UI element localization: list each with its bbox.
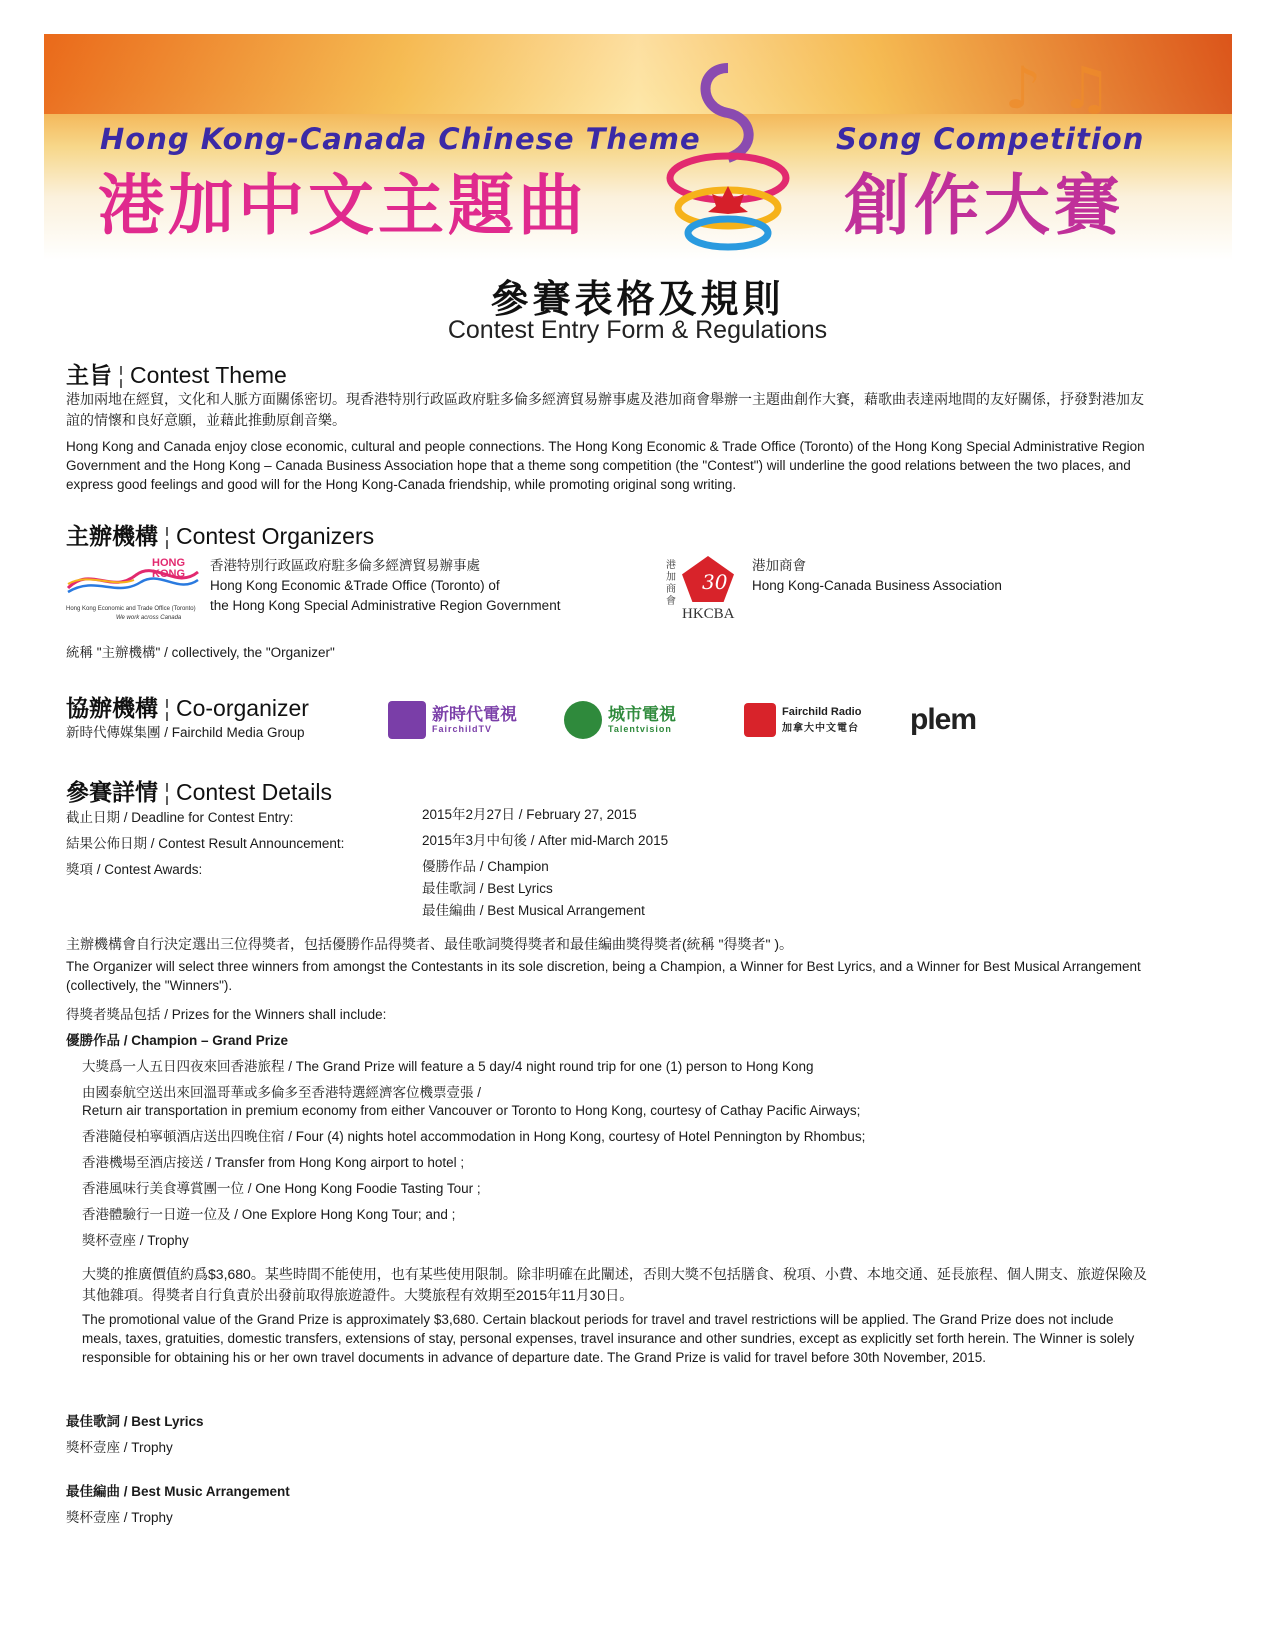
competition-logo-icon <box>658 58 798 258</box>
details-heading <box>66 774 332 807</box>
hketo-logo-caption: Hong Kong Economic and Trade Office (Toronto) <box>66 606 196 612</box>
champion-item: 香港體驗行一日遊一位及 / One Explore Hong Kong Tour; and ; <box>82 1207 456 1222</box>
fairchild-tv-icon <box>388 701 426 739</box>
fairchild-tv-name: 新時代電視 <box>432 705 517 724</box>
award-champion: 優勝作品 / Champion <box>422 859 549 874</box>
talentvision-logo <box>564 698 676 742</box>
talentvision-name: 城市電視 <box>608 705 676 724</box>
fairchild-radio-icon <box>744 703 776 737</box>
organizer-hketo <box>210 556 560 616</box>
banner-title-zh-right: 創作大賽 <box>844 167 1124 244</box>
best-arrangement-prize: 獎杯壹座 / Trophy <box>66 1510 173 1525</box>
champion-item: Return air transportation in premium economy from either Vancouver or Toronto to Hong Kong, courtesy of Cathay Pacific Airways; <box>82 1103 861 1118</box>
organizer-hketo-en-line1: Hong Kong Economic &Trade Office (Toronto) of <box>210 578 500 593</box>
best-arrangement-heading: 最佳編曲 / Best Music Arrangement <box>66 1484 290 1499</box>
page-title-en: Contest Entry Form & Regulations <box>447 316 828 344</box>
coorganizer-heading-zh: 協辦機構 <box>66 695 158 721</box>
champion-heading: 優勝作品 / Champion – Grand Prize <box>66 1033 289 1048</box>
heading-separator: ¦ <box>164 779 170 805</box>
hketo-logo-text: HONG KONG <box>152 557 185 580</box>
best-lyrics-prize: 獎杯壹座 / Trophy <box>66 1440 173 1455</box>
deadline-label: 截止日期 / Deadline for Contest Entry: <box>66 810 294 825</box>
banner-title-en-left: Hong Kong-Canada Chinese Theme <box>100 122 701 156</box>
fairchild-radio-logo <box>744 698 861 742</box>
heading-separator: ¦ <box>164 695 170 721</box>
organizer-hkcba <box>752 556 1002 596</box>
talentvision-icon <box>564 701 602 739</box>
awards-label: 獎項 / Contest Awards: <box>66 862 203 877</box>
announcement-value: 2015年3月中旬後 / After mid-March 2015 <box>422 833 669 848</box>
fairchild-radio-name: Fairchild Radio <box>782 706 862 718</box>
theme-heading <box>66 357 287 390</box>
award-best-lyrics: 最佳歌詞 / Best Lyrics <box>422 881 553 896</box>
organizer-collective-note: 統稱 "主辦機構" / collectively, the "Organizer" <box>66 645 335 660</box>
champion-item: 獎杯壹座 / Trophy <box>82 1233 189 1248</box>
grand-prize-value-zh: 大獎的推廣價值約爲$3,680。某些時間不能使用，也有某些使用限制。除非明確在此闡述，否則大獎不包括膳食、稅項、小費、本地交通、延長旅程、個人開支、旅遊保險及其他雜項。得獎者自行負責於出發前取得旅遊證件。大獎旅程有效期至2015年11月30日。 <box>82 1266 1147 1303</box>
organizer-hketo-zh: 香港特別行政區政府駐多倫多經濟貿易辦事處 <box>210 558 480 573</box>
details-heading-en: Contest Details <box>175 779 332 805</box>
hkcba-logo-vertical-text: 港加商會 <box>666 560 676 607</box>
fairchild-radio-sub: 加拿大中文電台 <box>782 723 859 734</box>
heading-separator: ¦ <box>164 523 170 549</box>
organizer-hkcba-zh: 港加商會 <box>752 558 806 573</box>
hkcba-anniversary: 30 <box>702 570 728 594</box>
organizers-heading <box>66 518 374 551</box>
champion-item: 大獎爲一人五日四夜來回香港旅程 / The Grand Prize will feature a 5 day/4 night round trip for one (1) person to Hong Kong <box>82 1059 814 1074</box>
theme-heading-en: Contest Theme <box>129 362 287 388</box>
page-title-zh: 參賽表格及規則 <box>490 279 785 321</box>
fairchild-tv-logo <box>388 698 517 742</box>
champion-item: 由國泰航空送出來回溫哥華或多倫多至香港特選經濟客位機票壹張 / <box>82 1085 482 1100</box>
organizers-heading-en: Contest Organizers <box>175 523 375 549</box>
heading-separator: ¦ <box>118 362 124 388</box>
hkcba-logo <box>664 556 742 626</box>
talentvision-sub: Talentvision <box>608 724 672 734</box>
hketo-logo-tagline: We work across Canada <box>116 615 182 621</box>
plem-logo <box>910 698 976 742</box>
header-banner <box>44 34 1232 260</box>
champion-item: 香港隨侵柏寧頓酒店送出四晚住宿 / Four (4) nights hotel accommodation in Hong Kong, courtesy of Hotel Pennington by Rhombus; <box>82 1129 866 1144</box>
grand-prize-value-en: The promotional value of the Grand Prize is approximately $3,680. Certain blackout periods for travel and travel restrictions will be applied. The Grand Prize does not include meals, taxes, gratuities, domestic transfers, extensions of stay, personal expenses, travel insurance and other sundries, except as explicitly set forth herein. The Winner is solely responsible for obtaining his or her own travel documents in advance of departure date. The Grand Prize is valid for travel before 30th November, 2015. <box>82 1312 1135 1365</box>
best-lyrics-heading: 最佳歌詞 / Best Lyrics <box>66 1414 204 1429</box>
award-best-arrangement: 最佳編曲 / Best Musical Arrangement <box>422 903 645 918</box>
hkcba-logo-text: HKCBA <box>682 606 735 622</box>
coorganizer-heading-en: Co-organizer <box>175 695 309 721</box>
champion-item: 香港機場至酒店接送 / Transfer from Hong Kong airport to hotel ; <box>82 1155 465 1170</box>
music-notes-icon: ♪ ♫ <box>1004 54 1112 122</box>
champion-item: 香港風味行美食導賞團一位 / One Hong Kong Foodie Tasting Tour ; <box>82 1181 481 1196</box>
coorganizer-name: 新時代傳媒集團 / Fairchild Media Group <box>66 725 305 740</box>
hketo-logo <box>66 557 200 624</box>
winners-zh: 主辦機構會自行決定選出三位得獎者，包括優勝作品得獎者、最佳歌詞獎得獎者和最佳編曲獎得獎者(統稱 "得獎者" )。 <box>66 936 794 952</box>
fairchild-tv-sub: FairchildTV <box>432 724 493 734</box>
banner-title-zh-left: 港加中文主題曲 <box>98 167 588 244</box>
theme-body-en: Hong Kong and Canada enjoy close economic, cultural and people connections. The Hong Kong Economic & Trade Office (Toronto) of the Hong Kong Special Administrative Region Government and the Hong Kong – Canada Business Association hope that a theme song competition (the "Contest") will underline the good relations between the two places, and express good feelings and good will for the Hong Kong-Canada friendship, while promoting original song writing. <box>66 439 1145 492</box>
winners-en: The Organizer will select three winners from amongst the Contestants in its sole discretion, being a Champion, a Winner for Best Lyrics, and a Winner for Best Musical Arrangement (collectively, the "Winners"). <box>66 959 1141 993</box>
organizer-hketo-en-line2: the Hong Kong Special Administrative Region Government <box>210 598 561 613</box>
deadline-value: 2015年2月27日 / February 27, 2015 <box>422 807 637 822</box>
coorganizer-heading <box>66 690 309 723</box>
banner-title-en-right: Song Competition <box>836 122 1145 156</box>
organizers-heading-zh: 主辦機構 <box>66 523 158 549</box>
theme-body-zh: 港加兩地在經貿，文化和人脈方面關係密切。現香港特別行政區政府駐多倫多經濟貿易辦事處及港加商會舉辦一主題曲創作大賽，藉歌曲表達兩地間的友好關係，抒發對港加友誼的情懷和良好意願，並藉此推動原創音樂。 <box>66 391 1144 428</box>
details-heading-zh: 參賽詳情 <box>66 779 158 805</box>
prizes-intro: 得獎者獎品包括 / Prizes for the Winners shall include: <box>66 1007 387 1022</box>
plem-name: plem <box>910 703 977 736</box>
announcement-label: 結果公佈日期 / Contest Result Announcement: <box>66 836 345 851</box>
organizer-hkcba-en: Hong Kong-Canada Business Association <box>752 578 1002 593</box>
theme-heading-zh: 主旨 <box>66 362 112 388</box>
